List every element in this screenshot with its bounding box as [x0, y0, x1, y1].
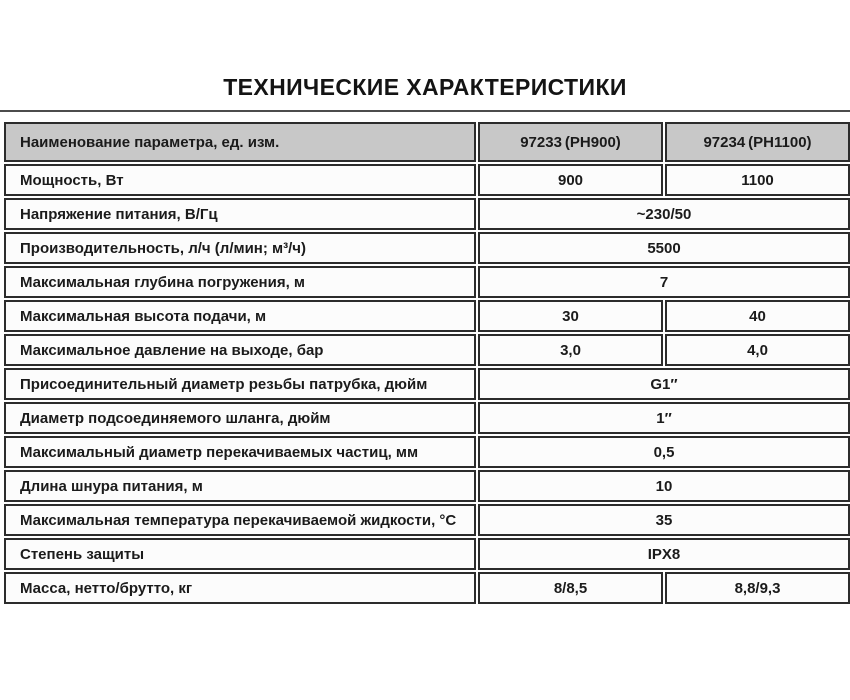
model-code: 97233 [520, 133, 562, 151]
value-cell: 8/8,5 [478, 572, 663, 604]
model-name: (PH1100) [748, 133, 812, 151]
table-row [4, 198, 850, 230]
table-row [4, 368, 850, 400]
value-cell: 4,0 [665, 334, 850, 366]
value-cell-merged: 7 [478, 266, 850, 298]
table-row [4, 164, 850, 196]
page-title: ТЕХНИЧЕСКИЕ ХАРАКТЕРИСТИКИ [223, 74, 627, 100]
model-code: 97234 [703, 133, 746, 151]
param-name-cell: Присоединительный диаметр резьбы патрубка, дюйм [4, 368, 476, 400]
param-name-cell: Напряжение питания, В/Гц [4, 198, 476, 230]
value-cell: 900 [478, 164, 663, 196]
param-name-cell: Длина шнура питания, м [4, 470, 476, 502]
value-cell-merged: 10 [478, 470, 850, 502]
title-divider [0, 110, 850, 112]
table-row [4, 572, 850, 604]
table-row [4, 436, 850, 468]
table-row [4, 470, 850, 502]
table-row [4, 334, 850, 366]
value-cell-merged: ~230/50 [478, 198, 850, 230]
param-name-cell: Диаметр подсоединяемого шланга, дюйм [4, 402, 476, 434]
header-row [4, 122, 850, 162]
spec-table [2, 120, 850, 606]
value-cell-merged: IPX8 [478, 538, 850, 570]
spec-table-header [4, 122, 850, 162]
param-name-cell: Максимальная глубина погружения, м [4, 266, 476, 298]
table-row [4, 538, 850, 570]
param-name-cell: Масса, нетто/брутто, кг [4, 572, 476, 604]
table-row [4, 266, 850, 298]
param-column-header: Наименование параметра, ед. изм. [4, 122, 476, 162]
value-cell-merged: G1″ [478, 368, 850, 400]
value-cell-merged: 1″ [478, 402, 850, 434]
value-cell: 30 [478, 300, 663, 332]
value-cell-merged: 5500 [478, 232, 850, 264]
value-cell-merged: 0,5 [478, 436, 850, 468]
param-name-cell: Максимальная температура перекачиваемой жидкости, °С [4, 504, 476, 536]
value-cell: 3,0 [478, 334, 663, 366]
value-cell: 1100 [665, 164, 850, 196]
value-cell: 40 [665, 300, 850, 332]
param-name-cell: Максимальный диаметр перекачиваемых частиц, мм [4, 436, 476, 468]
table-row [4, 232, 850, 264]
model-column-header-2 [665, 122, 850, 162]
param-name-cell: Мощность, Вт [4, 164, 476, 196]
param-name-cell: Максимальная высота подачи, м [4, 300, 476, 332]
model-column-header-1 [478, 122, 663, 162]
table-row [4, 504, 850, 536]
table-row [4, 300, 850, 332]
value-cell: 8,8/9,3 [665, 572, 850, 604]
param-name-cell: Максимальное давление на выходе, бар [4, 334, 476, 366]
spec-table-body [4, 164, 850, 604]
model-name: (PH900) [564, 133, 621, 151]
table-row [4, 402, 850, 434]
value-cell-merged: 35 [478, 504, 850, 536]
param-name-cell: Производительность, л/ч (л/мин; м³/ч) [4, 232, 476, 264]
param-name-cell: Степень защиты [4, 538, 476, 570]
